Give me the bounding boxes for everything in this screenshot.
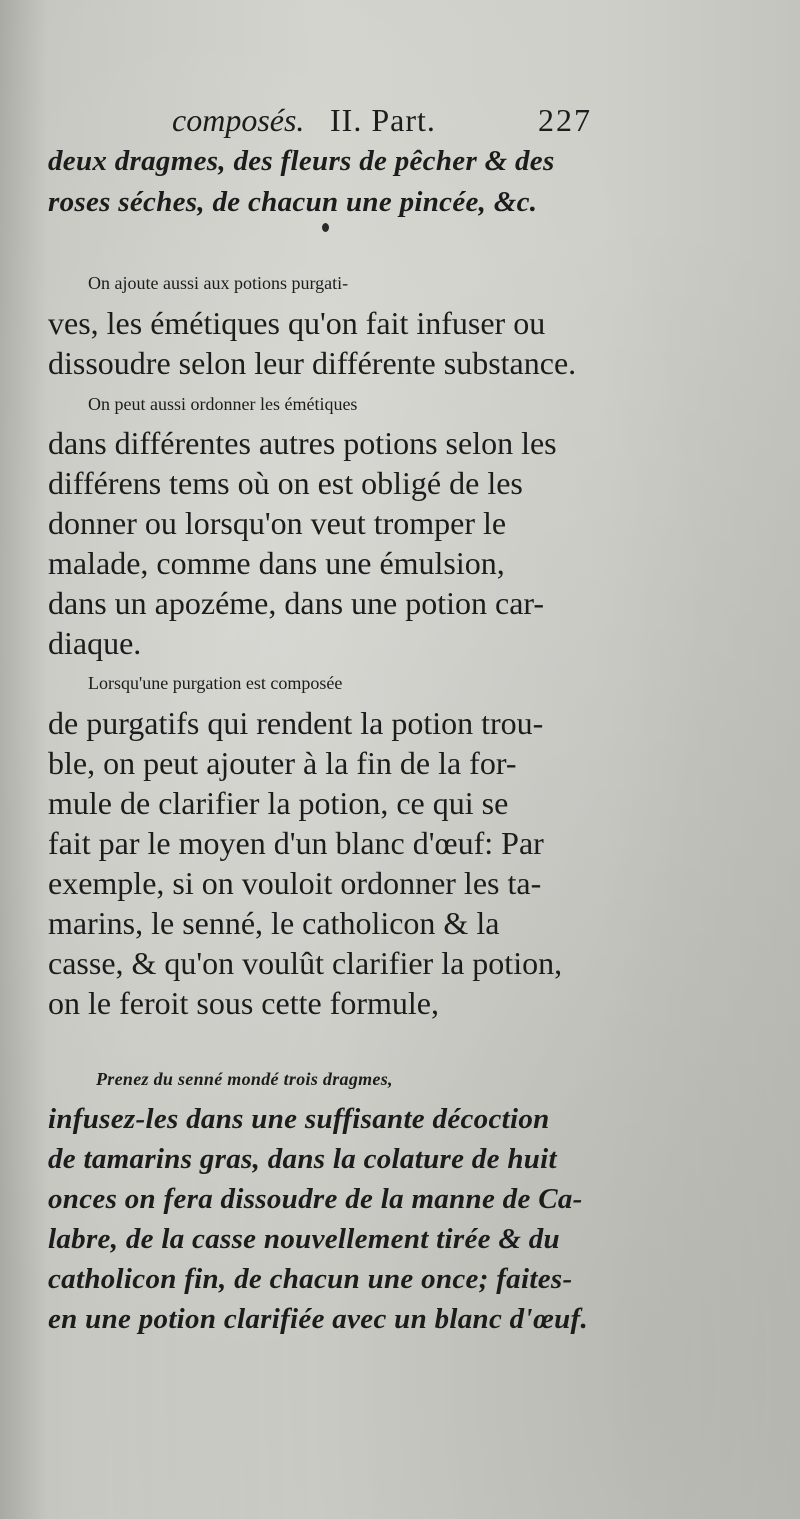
text-line: différens tems où on est obligé de les	[48, 465, 523, 501]
text-line: on le feroit sous cette formule,	[48, 985, 439, 1021]
text-line: mule de clarifier la potion, ce qui se	[48, 785, 509, 821]
text-line: Lorsqu'une purgation est composée	[88, 673, 343, 693]
text-line: casse, & qu'on voulût clarifier la potion,	[48, 945, 563, 981]
text-line: ble, on peut ajouter à la fin de la for-	[48, 745, 517, 781]
recipe-line: labre, de la casse nouvellement tirée & du	[48, 1223, 560, 1255]
running-head-part: II. Part.	[330, 102, 436, 138]
text-line: diaque.	[48, 625, 142, 661]
recipe-line: catholicon fin, de chacun une once; faites-	[48, 1263, 573, 1295]
text-line: dans un apozéme, dans une potion car-	[48, 585, 545, 621]
text-line: roses séches, de chacun une pincée, &c.	[48, 186, 538, 218]
recipe-line: onces on fera dissoudre de la manne de Ca-	[48, 1183, 583, 1215]
recipe-line: infusez-les dans une suffisante décoction	[48, 1103, 550, 1135]
text-line: marins, le senné, le catholicon & la	[48, 905, 500, 941]
text-line: On peut aussi ordonner les émétiques	[88, 394, 358, 414]
recipe-line: de tamarins gras, dans la colature de huit	[48, 1143, 557, 1175]
recipe-line: Prenez du senné mondé trois dragmes,	[96, 1069, 393, 1089]
recipe-line: en une potion clarifiée avec un blanc d'œuf.	[48, 1303, 589, 1335]
text-line: On ajoute aussi aux potions purgati-	[88, 273, 349, 293]
text-line: dissoudre selon leur différente substance.	[48, 345, 577, 381]
text-line: exemple, si on vouloit ordonner les ta-	[48, 865, 542, 901]
text-line: donner ou lorsqu'on veut tromper le	[48, 505, 507, 541]
ink-mark	[322, 223, 329, 232]
text-line: fait par le moyen d'un blanc d'œuf: Par	[48, 825, 544, 861]
text-line: de purgatifs qui rendent la potion trou-	[48, 705, 544, 741]
text-line: deux dragmes, des fleurs de pêcher & des	[48, 145, 555, 177]
running-head-section: composés.	[172, 102, 305, 138]
page-number: 227	[538, 102, 592, 138]
running-head	[172, 98, 632, 142]
text-line: malade, comme dans une émulsion,	[48, 545, 505, 581]
text-line: dans différentes autres potions selon les	[48, 425, 557, 461]
text-line: ves, les émétiques qu'on fait infuser ou	[48, 305, 546, 341]
